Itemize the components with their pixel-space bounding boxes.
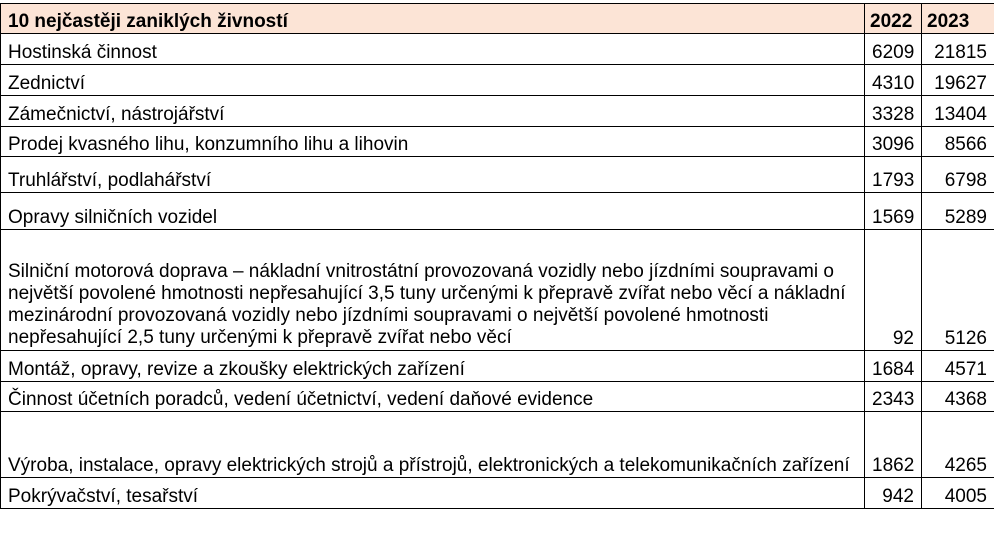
value-2023: 4571 (922, 351, 994, 382)
year-2023-header: 2023 (922, 4, 994, 34)
value-2023: 5126 (922, 230, 994, 351)
value-2022: 1569 (865, 193, 922, 230)
table-row (1, 127, 994, 157)
table-row (1, 412, 994, 478)
value-2022: 942 (865, 478, 922, 509)
value-2023: 4265 (922, 412, 994, 478)
value-2022: 3096 (865, 127, 922, 157)
header-row (1, 4, 994, 34)
row-label: Hostinská činnost (1, 34, 865, 65)
value-2023: 8566 (922, 127, 994, 157)
value-2022: 3328 (865, 96, 922, 127)
value-2023: 21815 (922, 34, 994, 65)
row-label: Zednictví (1, 65, 865, 96)
row-label: Výroba, instalace, opravy elektrických strojů a přístrojů, elektronických a telekomunikačních zařízení (1, 412, 865, 478)
value-2023: 5289 (922, 193, 994, 230)
row-label: Opravy silničních vozidel (1, 193, 865, 230)
value-2023: 4005 (922, 478, 994, 509)
value-2022: 4310 (865, 65, 922, 96)
value-2022: 6209 (865, 34, 922, 65)
row-label: Silniční motorová doprava – nákladní vnitrostátní provozovaná vozidly nebo jízdními soupravami o největší povolené hmotnosti nepřesahující 3,5 tuny určenými k přepravě zvířat nebo věcí a nákladní mezinárodní provozovaná vozidly nebo jízdními soupravami o největší povolené hmotnosti nepřesahující 2,5 tuny určenými k přepravě zvířat nebo věcí (1, 230, 865, 351)
value-2023: 19627 (922, 65, 994, 96)
value-2023: 6798 (922, 157, 994, 193)
zanikle-zivnosti-table (0, 3, 994, 509)
year-2022-header: 2022 (865, 4, 922, 34)
row-label: Truhlářství, podlahářství (1, 157, 865, 193)
value-2023: 13404 (922, 96, 994, 127)
row-label: Pokrývačství, tesařství (1, 478, 865, 509)
table-row (1, 34, 994, 65)
table-row (1, 351, 994, 382)
table-row (1, 478, 994, 509)
table-row (1, 382, 994, 412)
table-title: 10 nejčastěji zaniklých živností (1, 4, 865, 34)
table-row (1, 230, 994, 351)
row-label: Zámečnictví, nástrojářství (1, 96, 865, 127)
row-label: Montáž, opravy, revize a zkoušky elektrických zařízení (1, 351, 865, 382)
table-row (1, 96, 994, 127)
table-row (1, 65, 994, 96)
value-2022: 1793 (865, 157, 922, 193)
value-2022: 2343 (865, 382, 922, 412)
value-2022: 92 (865, 230, 922, 351)
table-row (1, 157, 994, 193)
value-2022: 1684 (865, 351, 922, 382)
value-2023: 4368 (922, 382, 994, 412)
table-row (1, 193, 994, 230)
row-label: Činnost účetních poradců, vedení účetnictví, vedení daňové evidence (1, 382, 865, 412)
value-2022: 1862 (865, 412, 922, 478)
row-label: Prodej kvasného lihu, konzumního lihu a lihovin (1, 127, 865, 157)
